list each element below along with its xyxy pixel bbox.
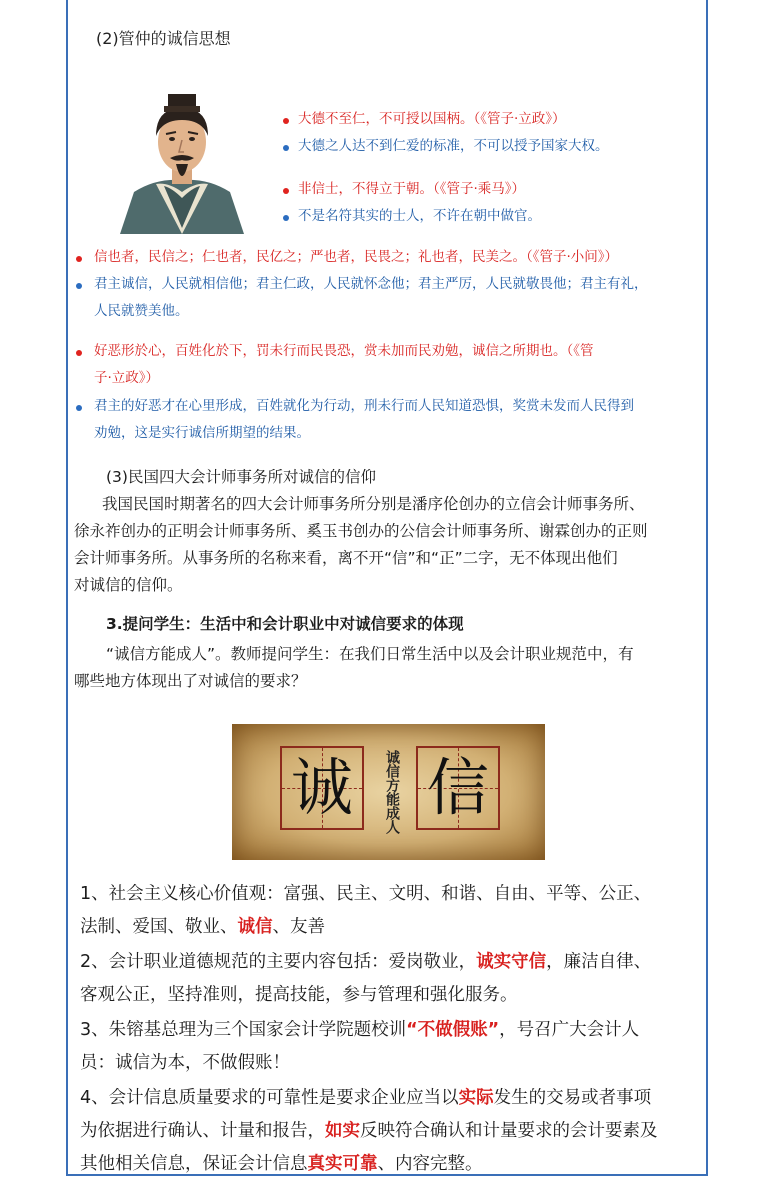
banner-character-left: 诚	[280, 746, 364, 830]
guanzhong-portrait-image	[116, 88, 248, 234]
bullet-dot	[76, 283, 82, 289]
bullet-dot	[76, 405, 82, 411]
bullet-dot	[76, 256, 82, 262]
bullet-dot	[283, 145, 289, 151]
quote-translation: 君主诚信，人民就相信他；君主仁政，人民就怀念他；君主严厉，人民就敬畏他；君主有礼，	[94, 276, 648, 292]
banner-character-right: 信	[416, 746, 500, 830]
question-heading: 3.提问学生：生活中和会计职业中对诚信要求的体现	[106, 615, 464, 633]
paragraph-line: 会计师事务所。从事务所的名称来看，离不开“信”和“正”二字，无不体现出他们	[74, 549, 618, 567]
banner-vertical-text: 诚信方能成人	[384, 750, 400, 834]
paragraph-line: 对诚信的信仰。	[74, 576, 183, 594]
quote-translation: 大德之人达不到仁爱的标准，不可以授予国家大权。	[298, 138, 609, 154]
bullet-dot	[76, 350, 82, 356]
section-heading-accounting-firms: (3)民国四大会计师事务所对诚信的信仰	[106, 468, 376, 486]
bullet-dot	[283, 215, 289, 221]
quote-original: 非信士，不得立于朝。（《管子·乘马》）	[298, 181, 526, 197]
quote-translation: 不是名符其实的士人，不许在朝中做官。	[298, 208, 541, 224]
list-item-3: 3、朱镕基总理为三个国家会计学院题校训“不做假账”，号召广大会计人	[80, 1020, 640, 1040]
list-item-4: 4、会计信息质量要求的可靠性是要求企业应当以实际发生的交易或者事项	[80, 1088, 652, 1108]
integrity-banner-image	[232, 724, 545, 860]
quote-original: 信也者，民信之；仁也者，民亿之；严也者，民畏之；礼也者，民美之。（《管子·小问》）	[94, 249, 619, 265]
bullet-dot	[283, 188, 289, 194]
quote-translation-cont: 人民就赞美他。	[94, 303, 189, 319]
question-line: 哪些地方体现出了对诚信的要求？	[74, 672, 307, 690]
list-item-4-cont: 为依据进行确认、计量和报告，如实反映符合确认和计量要求的会计要素及	[80, 1121, 658, 1141]
quote-original: 好恶形於心，百姓化於下，罚未行而民畏恐，赏未加而民劝勉，诚信之所期也。（《管	[94, 343, 594, 359]
list-item-1: 1、社会主义核心价值观：富强、民主、文明、和谐、自由、平等、公正、	[80, 884, 652, 904]
quote-translation: 君主的好恶才在心里形成，百姓就化为行动，刑未行而人民知道恐惧，奖赏未发而人民得到	[94, 398, 634, 414]
paragraph-line: 我国民国时期著名的四大会计师事务所分别是潘序伦创办的立信会计师事务所、	[102, 495, 645, 513]
list-item-3-cont: 员：诚信为本，不做假账！	[80, 1053, 290, 1073]
paragraph-line: 徐永祚创办的正明会计师事务所、奚玉书创办的公信会计师事务所、谢霖创办的正则	[74, 522, 648, 540]
bullet-dot	[283, 118, 289, 124]
list-item-1-cont: 法制、爱国、敬业、诚信、友善	[80, 917, 325, 937]
list-item-2: 2、会计职业道德规范的主要内容包括：爱岗敬业，诚实守信，廉洁自律、	[80, 952, 652, 972]
quote-original: 大德不至仁，不可授以国柄。（《管子·立政》）	[298, 111, 566, 127]
quote-original-cont: 子·立政》）	[94, 370, 160, 386]
list-item-2-cont: 客观公正，坚持准则，提高技能，参与管理和强化服务。	[80, 985, 518, 1005]
section-heading-guanzhong: (2)管仲的诚信思想	[96, 29, 231, 48]
question-line: “诚信方能成人”。教师提问学生：在我们日常生活中以及会计职业规范中，有	[106, 645, 634, 663]
list-item-4-cont2: 其他相关信息，保证会计信息真实可靠、内容完整。	[80, 1154, 483, 1174]
quote-translation-cont: 劝勉，这是实行诚信所期望的结果。	[94, 425, 310, 441]
